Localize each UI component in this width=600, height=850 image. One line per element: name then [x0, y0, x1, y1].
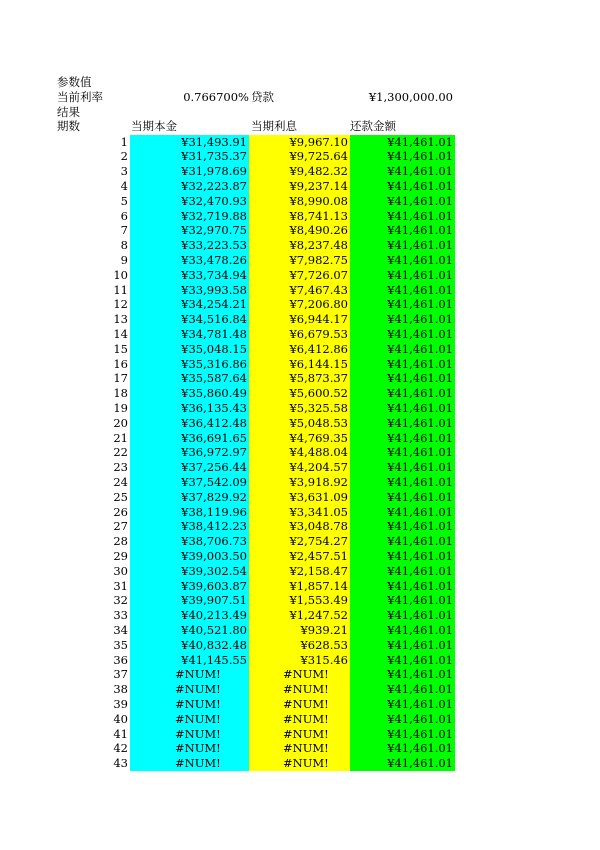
- payment-cell: ¥41,461.01: [350, 386, 455, 401]
- payment-cell: ¥41,461.01: [350, 623, 455, 638]
- payment-cell: ¥41,461.01: [350, 475, 455, 490]
- principal-cell: ¥35,048.15: [130, 342, 249, 357]
- interest-cell: ¥7,206.80: [249, 297, 350, 312]
- principal-cell: ¥36,412.48: [130, 416, 249, 431]
- period-cell: 6: [120, 208, 128, 223]
- principal-cell: #NUM!: [130, 697, 249, 712]
- interest-cell: ¥8,741.13: [249, 209, 350, 224]
- period-cell: 13: [113, 312, 128, 327]
- period-cell: 8: [120, 238, 128, 253]
- period-cell: 16: [113, 356, 128, 371]
- payment-cell: ¥41,461.01: [350, 135, 455, 150]
- payment-header: 还款金额: [350, 119, 396, 133]
- payment-cell: ¥41,461.01: [350, 564, 455, 579]
- payment-cell: ¥41,461.01: [350, 608, 455, 623]
- principal-cell: ¥34,254.21: [130, 297, 249, 312]
- principal-cell: ¥33,478.26: [130, 253, 249, 268]
- principal-cell: ¥31,493.91: [130, 135, 249, 150]
- period-cell: 40: [113, 711, 128, 726]
- interest-cell: ¥4,769.35: [249, 431, 350, 446]
- payment-cell: ¥41,461.01: [350, 519, 455, 534]
- params-label: 参数值: [57, 75, 92, 89]
- principal-cell: #NUM!: [130, 727, 249, 742]
- interest-cell: ¥6,679.53: [249, 327, 350, 342]
- period-cell: 9: [120, 252, 128, 267]
- period-cell: 1: [120, 134, 128, 149]
- principal-cell: ¥32,470.93: [130, 194, 249, 209]
- principal-cell: ¥39,003.50: [130, 549, 249, 564]
- period-cell: 32: [113, 593, 128, 608]
- period-cell: 41: [113, 726, 128, 741]
- interest-cell: ¥6,144.15: [249, 357, 350, 372]
- period-cell: 14: [113, 326, 128, 341]
- interest-cell: #NUM!: [249, 727, 350, 742]
- payment-cell: ¥41,461.01: [350, 712, 455, 727]
- interest-cell: ¥3,918.92: [249, 475, 350, 490]
- interest-cell: ¥5,048.53: [249, 416, 350, 431]
- interest-cell: ¥628.53: [249, 638, 350, 653]
- principal-cell: #NUM!: [130, 741, 249, 756]
- interest-cell: ¥1,857.14: [249, 579, 350, 594]
- loan-label: 贷款: [251, 90, 274, 104]
- principal-cell: ¥38,412.23: [130, 519, 249, 534]
- principal-cell: ¥41,145.55: [130, 653, 249, 668]
- interest-cell: ¥3,048.78: [249, 519, 350, 534]
- interest-cell: ¥1,553.49: [249, 593, 350, 608]
- interest-cell: ¥7,467.43: [249, 283, 350, 298]
- payment-cell: ¥41,461.01: [350, 342, 455, 357]
- payment-cell: ¥41,461.01: [350, 297, 455, 312]
- period-cell: 20: [113, 415, 128, 430]
- principal-cell: ¥35,587.64: [130, 371, 249, 386]
- period-cell: 35: [113, 637, 128, 652]
- interest-cell: #NUM!: [249, 756, 350, 771]
- principal-cell: ¥37,542.09: [130, 475, 249, 490]
- payment-cell: ¥41,461.01: [350, 741, 455, 756]
- period-cell: 21: [113, 430, 128, 445]
- period-cell: 43: [113, 756, 128, 771]
- principal-cell: ¥35,860.49: [130, 386, 249, 401]
- payment-cell: ¥41,461.01: [350, 431, 455, 446]
- principal-cell: ¥32,223.87: [130, 179, 249, 194]
- principal-cell: ¥35,316.86: [130, 357, 249, 372]
- interest-cell: #NUM!: [249, 667, 350, 682]
- interest-cell: ¥315.46: [249, 653, 350, 668]
- period-cell: 24: [113, 474, 128, 489]
- period-cell: 3: [120, 164, 128, 179]
- interest-cell: ¥5,325.58: [249, 401, 350, 416]
- payment-cell: ¥41,461.01: [350, 490, 455, 505]
- period-label: 期数: [57, 119, 80, 133]
- principal-cell: ¥32,970.75: [130, 223, 249, 238]
- principal-cell: ¥39,907.51: [130, 593, 249, 608]
- payment-cell: ¥41,461.01: [350, 653, 455, 668]
- interest-cell: #NUM!: [249, 712, 350, 727]
- interest-cell: ¥8,490.26: [249, 223, 350, 238]
- principal-cell: ¥37,256.44: [130, 460, 249, 475]
- principal-cell: ¥34,516.84: [130, 312, 249, 327]
- interest-cell: ¥6,944.17: [249, 312, 350, 327]
- period-cell: 28: [113, 534, 128, 549]
- period-cell: 29: [113, 548, 128, 563]
- rate-value: 0.766700%: [183, 90, 249, 104]
- principal-cell: #NUM!: [130, 667, 249, 682]
- interest-cell: ¥9,967.10: [249, 135, 350, 150]
- payment-cell: ¥41,461.01: [350, 164, 455, 179]
- payment-cell: ¥41,461.01: [350, 357, 455, 372]
- payment-cell: ¥41,461.01: [350, 638, 455, 653]
- payment-cell: ¥41,461.01: [350, 401, 455, 416]
- result-label: 结果: [57, 105, 80, 119]
- principal-cell: #NUM!: [130, 712, 249, 727]
- principal-cell: ¥37,829.92: [130, 490, 249, 505]
- principal-cell: ¥31,735.37: [130, 149, 249, 164]
- period-cell: 5: [120, 193, 128, 208]
- interest-cell: ¥3,631.09: [249, 490, 350, 505]
- principal-cell: ¥36,972.97: [130, 445, 249, 460]
- payment-cell: ¥41,461.01: [350, 416, 455, 431]
- interest-cell: ¥9,237.14: [249, 179, 350, 194]
- principal-cell: ¥33,223.53: [130, 238, 249, 253]
- principal-cell: ¥36,135.43: [130, 401, 249, 416]
- interest-header: 当期利息: [251, 119, 297, 133]
- interest-cell: ¥2,754.27: [249, 534, 350, 549]
- period-cell: 17: [113, 371, 128, 386]
- payment-cell: ¥41,461.01: [350, 756, 455, 771]
- period-cell: 18: [113, 386, 128, 401]
- interest-cell: ¥5,873.37: [249, 371, 350, 386]
- payment-cell: ¥41,461.01: [350, 549, 455, 564]
- principal-cell: #NUM!: [130, 682, 249, 697]
- interest-cell: ¥1,247.52: [249, 608, 350, 623]
- principal-cell: ¥33,734.94: [130, 268, 249, 283]
- interest-cell: ¥4,204.57: [249, 460, 350, 475]
- loan-value: ¥1,300,000.00: [368, 90, 453, 104]
- payment-cell: ¥41,461.01: [350, 149, 455, 164]
- payment-cell: ¥41,461.01: [350, 460, 455, 475]
- period-cell: 15: [113, 341, 128, 356]
- rate-label: 当前利率: [57, 90, 103, 104]
- interest-cell: ¥7,726.07: [249, 268, 350, 283]
- payment-cell: ¥41,461.01: [350, 327, 455, 342]
- period-cell: 37: [113, 667, 128, 682]
- payment-cell: ¥41,461.01: [350, 505, 455, 520]
- payment-cell: ¥41,461.01: [350, 534, 455, 549]
- payment-cell: ¥41,461.01: [350, 179, 455, 194]
- payment-cell: ¥41,461.01: [350, 371, 455, 386]
- period-cell: 27: [113, 519, 128, 534]
- interest-cell: ¥2,158.47: [249, 564, 350, 579]
- interest-cell: ¥8,237.48: [249, 238, 350, 253]
- period-cell: 26: [113, 504, 128, 519]
- period-cell: 38: [113, 682, 128, 697]
- payment-cell: ¥41,461.01: [350, 727, 455, 742]
- interest-cell: ¥4,488.04: [249, 445, 350, 460]
- principal-cell: ¥39,302.54: [130, 564, 249, 579]
- principal-cell: ¥38,119.96: [130, 505, 249, 520]
- interest-cell: ¥2,457.51: [249, 549, 350, 564]
- period-cell: 23: [113, 460, 128, 475]
- period-cell: 4: [120, 178, 128, 193]
- principal-cell: ¥36,691.65: [130, 431, 249, 446]
- payment-cell: ¥41,461.01: [350, 312, 455, 327]
- principal-cell: ¥34,781.48: [130, 327, 249, 342]
- period-cell: 19: [113, 400, 128, 415]
- payment-cell: ¥41,461.01: [350, 697, 455, 712]
- payment-cell: ¥41,461.01: [350, 253, 455, 268]
- period-cell: 7: [120, 223, 128, 238]
- interest-cell: ¥8,990.08: [249, 194, 350, 209]
- period-cell: 11: [113, 282, 128, 297]
- payment-cell: ¥41,461.01: [350, 209, 455, 224]
- payment-cell: ¥41,461.01: [350, 223, 455, 238]
- interest-cell: ¥3,341.05: [249, 505, 350, 520]
- payment-cell: ¥41,461.01: [350, 445, 455, 460]
- period-cell: 39: [113, 696, 128, 711]
- period-cell: 42: [113, 741, 128, 756]
- period-cell: 22: [113, 445, 128, 460]
- interest-cell: ¥5,600.52: [249, 386, 350, 401]
- principal-cell: ¥40,213.49: [130, 608, 249, 623]
- period-cell: 36: [113, 652, 128, 667]
- period-cell: 31: [113, 578, 128, 593]
- payment-cell: ¥41,461.01: [350, 579, 455, 594]
- payment-cell: ¥41,461.01: [350, 238, 455, 253]
- principal-cell: ¥40,521.80: [130, 623, 249, 638]
- interest-cell: ¥939.21: [249, 623, 350, 638]
- period-cell: 2: [120, 149, 128, 164]
- interest-cell: ¥9,482.32: [249, 164, 350, 179]
- payment-cell: ¥41,461.01: [350, 268, 455, 283]
- principal-cell: ¥39,603.87: [130, 579, 249, 594]
- interest-cell: ¥9,725.64: [249, 149, 350, 164]
- interest-cell: ¥7,982.75: [249, 253, 350, 268]
- period-cell: 34: [113, 622, 128, 637]
- payment-cell: ¥41,461.01: [350, 194, 455, 209]
- period-cell: 30: [113, 563, 128, 578]
- payment-cell: ¥41,461.01: [350, 667, 455, 682]
- principal-header: 当期本金: [131, 119, 177, 133]
- period-cell: 12: [113, 297, 128, 312]
- period-cell: 10: [113, 267, 128, 282]
- interest-cell: #NUM!: [249, 741, 350, 756]
- interest-cell: #NUM!: [249, 682, 350, 697]
- period-cell: 25: [113, 489, 128, 504]
- period-cell: 33: [113, 608, 128, 623]
- interest-cell: ¥6,412.86: [249, 342, 350, 357]
- payment-cell: ¥41,461.01: [350, 283, 455, 298]
- principal-cell: ¥32,719.88: [130, 209, 249, 224]
- principal-cell: ¥38,706.73: [130, 534, 249, 549]
- payment-cell: ¥41,461.01: [350, 593, 455, 608]
- interest-cell: #NUM!: [249, 697, 350, 712]
- principal-cell: ¥33,993.58: [130, 283, 249, 298]
- payment-cell: ¥41,461.01: [350, 682, 455, 697]
- principal-cell: ¥40,832.48: [130, 638, 249, 653]
- principal-cell: #NUM!: [130, 756, 249, 771]
- principal-cell: ¥31,978.69: [130, 164, 249, 179]
